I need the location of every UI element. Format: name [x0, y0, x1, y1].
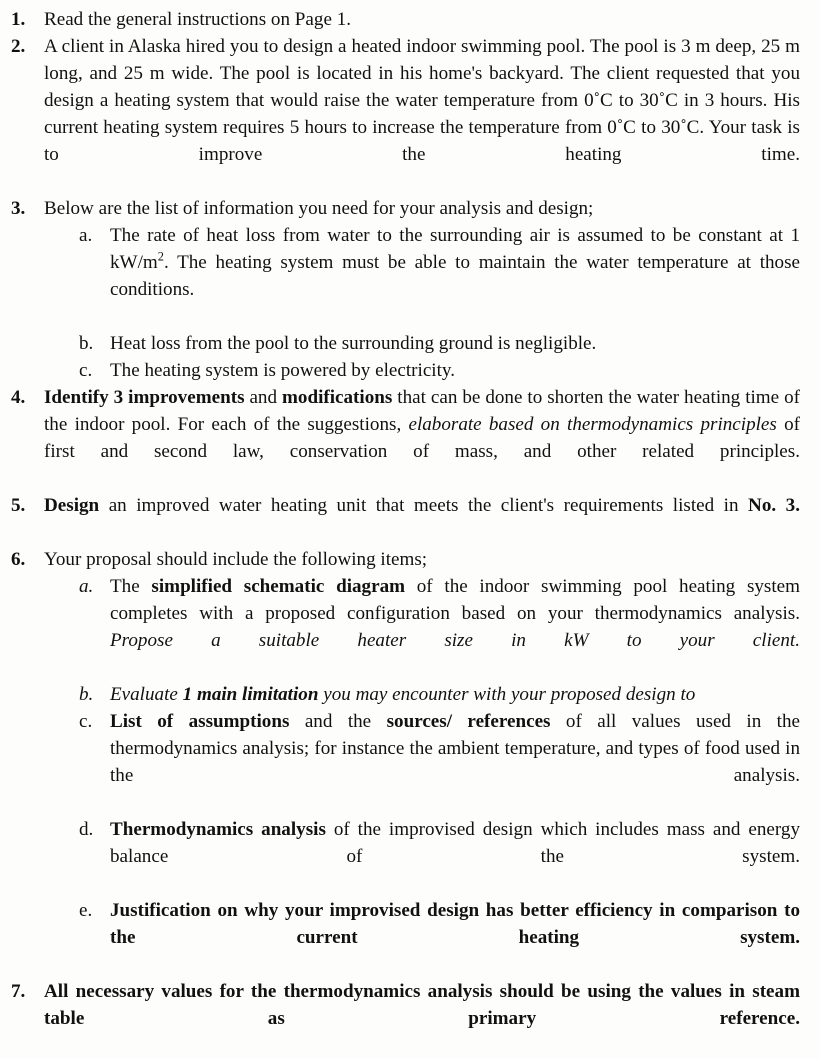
list-marker-7: 7.	[11, 981, 26, 1002]
run-regular: that can be done to shorten the water heating time of the indoor pool. For each of the suggestions,	[44, 387, 800, 435]
sublist-6-marker-e: e.	[79, 900, 93, 921]
run-bold-italic: 1 main limitation	[182, 684, 319, 705]
sublist-3-marker-c: c.	[79, 360, 93, 381]
sublist-6-item-a	[0, 573, 800, 681]
run-regular: and the	[289, 711, 387, 732]
sublist-6-marker-a: a.	[79, 576, 94, 597]
instruction-list	[0, 6, 800, 1059]
list-item-4	[0, 384, 800, 492]
sublist-6-item-e	[0, 897, 800, 978]
list-item-3-text: Below are the list of information you need for your analysis and design;	[44, 198, 594, 219]
list-item-5-text	[44, 492, 800, 546]
run-bold: modifications	[282, 387, 393, 408]
list-item-7	[0, 978, 800, 1059]
sublist-3	[0, 222, 800, 384]
sublist-6-item-c-text	[110, 708, 800, 816]
list-item-1-text: Read the general instructions on Page 1.	[44, 9, 352, 30]
sublist-3-item-b-text: Heat loss from the pool to the surrounding ground is negligible.	[110, 333, 597, 354]
run-regular: and	[244, 387, 282, 408]
run-regular: of the indoor swimming pool heating system completes with a proposed configuration based on your thermodynamics analysis.	[110, 576, 800, 624]
run-italic: you may encounter with your proposed design to	[318, 684, 696, 705]
list-item-3	[0, 195, 800, 222]
sublist-6-item-c	[0, 708, 800, 816]
run-bold: List of assumptions	[110, 711, 290, 732]
square-exponent: 2	[157, 249, 164, 264]
sublist-6-item-e-text	[110, 897, 800, 978]
run-italic: Evaluate	[110, 684, 183, 705]
list-marker-4: 4.	[11, 387, 26, 408]
run-bold: Identify 3 improvements	[44, 387, 245, 408]
sublist-6-item-b-text	[110, 681, 800, 708]
run-bold: Design	[44, 495, 100, 516]
list-marker-3: 3.	[11, 198, 26, 219]
run-bold: sources/ references	[386, 711, 551, 732]
sublist-6-item-d	[0, 816, 800, 897]
run-regular: The	[110, 576, 152, 597]
run-regular: of the improvised design which includes mass and energy balance of the system.	[110, 819, 800, 867]
list-item-7-text	[44, 978, 800, 1059]
sublist-3-item-a	[0, 222, 800, 330]
run-bold: simplified schematic diagram	[151, 576, 406, 597]
list-item-2-text: A client in Alaska hired you to design a heated indoor swimming pool. The pool is 3 m deep, 25 m long, and 25 m wide. The pool is located in his home's backyard. The client requested that you design a heating system that would raise the water temperature from 0˚C to 30˚C in 3 hours. His current heating system requires 5 hours to increase the temperature from 0˚C to 30˚C. Your task is to improve the heating time.	[44, 36, 800, 165]
list-item-4-text	[44, 384, 800, 492]
sublist-6-item-a-text	[110, 573, 800, 681]
sublist-6-marker-c: c.	[79, 711, 93, 732]
sublist-3-item-a-text: The rate of heat loss from water to the surrounding air is assumed to be constant at 1 $kW/m^2$. The heating system must be able to maintain the water temperature at those conditions.	[110, 225, 800, 300]
sublist-6-item-d-text	[110, 816, 800, 897]
sublist-3-item-c	[0, 357, 800, 384]
list-marker-1: 1.	[11, 9, 26, 30]
list-marker-2: 2.	[11, 36, 26, 57]
run-regular: an improved water heating unit that meets the client's requirements listed in	[99, 495, 749, 516]
run-italic: Propose a suitable heater size in kW to your client.	[110, 630, 800, 651]
run-bold: Justification on why your improvised design has better efficiency in comparison to the current heating system.	[110, 900, 800, 948]
run-bold: Thermodynamics analysis	[110, 819, 326, 840]
run-regular: of all values used in the thermodynamics analysis; for instance the ambient temperature, and types of food used in the analysis.	[110, 711, 801, 786]
run-bold: No. 3.	[748, 495, 800, 516]
list-item-5	[0, 492, 800, 546]
run-regular: of first and second law, conservation of mass, and other related principles.	[44, 414, 800, 462]
list-marker-6: 6.	[11, 549, 26, 570]
sublist-6-marker-d: d.	[79, 819, 94, 840]
list-item-2	[0, 33, 800, 195]
list-item-6-text: Your proposal should include the following items;	[44, 549, 428, 570]
list-marker-5: 5.	[11, 495, 26, 516]
sublist-6-item-b	[0, 681, 800, 708]
sublist-3-marker-b: b.	[79, 333, 94, 354]
sublist-6	[0, 573, 800, 978]
sublist-6-marker-b: b.	[79, 684, 94, 705]
list-item-1	[0, 6, 800, 33]
sublist-3-item-b	[0, 330, 800, 357]
sublist-3-item-c-text: The heating system is powered by electricity.	[110, 360, 455, 381]
run-italic: elaborate based on thermodynamics principles	[408, 414, 777, 435]
run-bold: All necessary values for the thermodynamics analysis should be using the values in steam table as primary reference.	[44, 981, 800, 1029]
list-item-6	[0, 546, 800, 573]
sublist-3-marker-a: a.	[79, 225, 93, 246]
